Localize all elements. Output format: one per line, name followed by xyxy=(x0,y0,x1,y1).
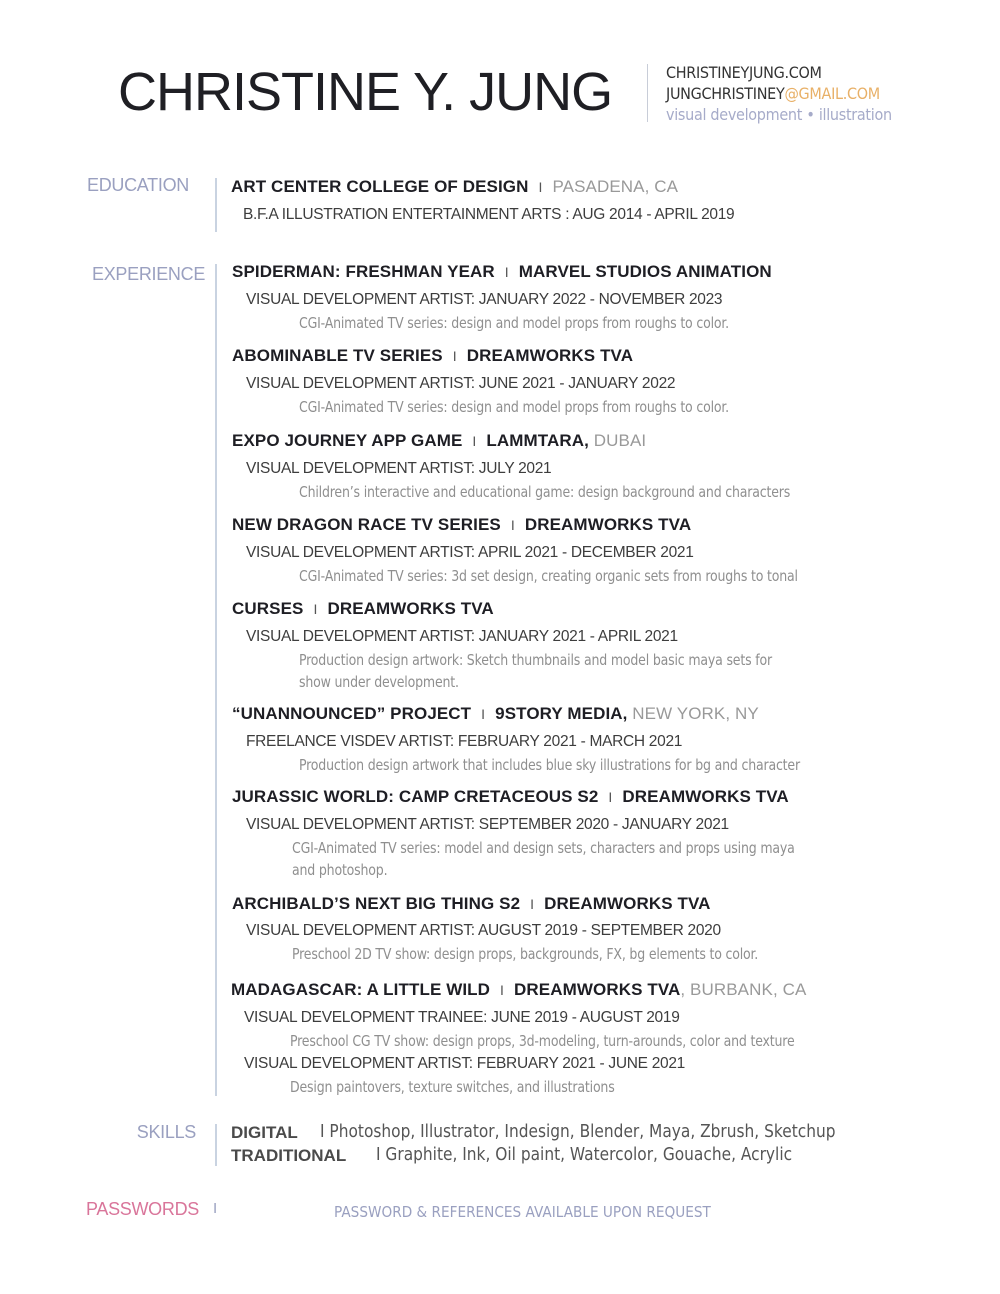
experience-description-cont: show under development. xyxy=(299,673,459,691)
experience-description: Preschool 2D TV show: design props, backgrounds, FX, bg elements to color. xyxy=(292,945,759,963)
email-link[interactable] xyxy=(666,83,880,105)
experience-heading xyxy=(232,787,789,807)
experience-description: Production design artwork: Sketch thumbnails and model basic maya sets for xyxy=(299,651,772,669)
project-title: ARCHIBALD’S NEXT BIG THING S2 xyxy=(232,894,521,913)
education-degree: B.F.A ILLUSTRATION ENTERTAINMENT ARTS : AUG 2014 - APRIL 2019 xyxy=(243,206,735,223)
project-title: SPIDERMAN: FRESHMAN YEAR xyxy=(232,262,495,281)
experience-heading xyxy=(232,431,646,451)
company-location: NEW YORK, NY xyxy=(632,704,759,723)
experience-heading xyxy=(232,346,633,366)
company-name: DREAMWORKS TVA xyxy=(524,515,692,534)
section-label-experience: EXPERIENCE xyxy=(92,264,206,284)
school-name: ART CENTER COLLEGE OF DESIGN xyxy=(231,177,529,196)
experience-description: CGI-Animated TV series: model and design sets, characters and props using maya xyxy=(292,839,795,857)
experience-role: VISUAL DEVELOPMENT ARTIST: JUNE 2021 - JANUARY 2022 xyxy=(246,375,676,392)
company-name: DREAMWORKS TVA xyxy=(514,980,681,999)
experience-role: VISUAL DEVELOPMENT TRAINEE: JUNE 2019 - AUGUST 2019 xyxy=(244,1009,680,1026)
experience-role: VISUAL DEVELOPMENT ARTIST: APRIL 2021 - DECEMBER 2021 xyxy=(246,544,694,561)
section-label-education: EDUCATION xyxy=(87,175,189,195)
project-title: CURSES xyxy=(232,599,304,618)
company-name: DREAMWORKS TVA xyxy=(544,894,711,913)
company-name: MARVEL STUDIOS ANIMATION xyxy=(518,262,772,281)
experience-description: Production design artwork that includes blue sky illustrations for bg and character xyxy=(299,756,800,774)
project-title: “UNANNOUNCED” PROJECT xyxy=(232,704,472,723)
experience-heading xyxy=(232,894,711,914)
passwords-separator: I xyxy=(213,1200,218,1217)
email-domain: @GMAIL.COM xyxy=(784,84,880,103)
header-divider xyxy=(647,64,648,122)
experience-heading xyxy=(232,599,494,619)
separator: I xyxy=(608,789,613,805)
school-location: PASADENA, CA xyxy=(552,177,679,196)
section-label-skills: SKILLS xyxy=(136,1122,196,1142)
experience-role: VISUAL DEVELOPMENT ARTIST: JANUARY 2022 - NOVEMBER 2023 xyxy=(246,291,723,308)
experience-description-cont: and photoshop. xyxy=(292,861,388,879)
experience-role: VISUAL DEVELOPMENT ARTIST: JULY 2021 xyxy=(246,460,552,477)
education-divider xyxy=(215,178,217,232)
skills-digital-row xyxy=(231,1123,298,1143)
experience-description-2: Design paintovers, texture switches, and illustrations xyxy=(290,1078,615,1096)
separator: I xyxy=(472,433,477,449)
education-school-line xyxy=(231,177,678,197)
website-link[interactable]: CHRISTINEYJUNG.COM xyxy=(666,63,822,82)
company-location: , BURBANK, CA xyxy=(680,980,807,999)
experience-role: VISUAL DEVELOPMENT ARTIST: JANUARY 2021 - APRIL 2021 xyxy=(246,628,678,645)
company-location: DUBAI xyxy=(593,431,647,450)
company-name: LAMMTARA, xyxy=(486,431,589,450)
separator: I xyxy=(530,896,535,912)
company-name: 9STORY MEDIA, xyxy=(495,704,628,723)
experience-role-2: VISUAL DEVELOPMENT ARTIST: FEBRUARY 2021 - JUNE 2021 xyxy=(244,1055,685,1072)
skills-digital-list: I Photoshop, Illustrator, Indesign, Blender, Maya, Zbrush, Sketchup xyxy=(320,1122,836,1142)
experience-description: Children’s interactive and educational game: design background and characters xyxy=(299,483,791,501)
experience-role: VISUAL DEVELOPMENT ARTIST: AUGUST 2019 - SEPTEMBER 2020 xyxy=(246,922,721,939)
skills-traditional-row xyxy=(231,1146,346,1166)
company-name: DREAMWORKS TVA xyxy=(327,599,494,618)
project-title: EXPO JOURNEY APP GAME xyxy=(232,431,463,450)
experience-role: VISUAL DEVELOPMENT ARTIST: SEPTEMBER 2020 - JANUARY 2021 xyxy=(246,816,729,833)
separator: I xyxy=(452,348,457,364)
tagline: visual development • illustration xyxy=(666,105,892,124)
email-user: JUNGCHRISTINEY xyxy=(666,84,785,103)
separator: I xyxy=(481,706,486,722)
experience-description: CGI-Animated TV series: design and model props from roughs to color. xyxy=(299,398,729,416)
experience-description: Preschool CG TV show: design props, 3d-modeling, turn-arounds, color and texture xyxy=(290,1032,795,1050)
separator: I xyxy=(510,517,515,533)
project-title: ABOMINABLE TV SERIES xyxy=(232,346,443,365)
experience-heading xyxy=(232,704,759,724)
project-title: NEW DRAGON RACE TV SERIES xyxy=(232,515,501,534)
passwords-note: PASSWORD & REFERENCES AVAILABLE UPON REQUEST xyxy=(334,1203,711,1221)
experience-divider xyxy=(215,264,217,1096)
experience-description: CGI-Animated TV series: design and model props from roughs to color. xyxy=(299,314,729,332)
candidate-name: CHRISTINE Y. JUNG xyxy=(118,62,613,122)
separator: I xyxy=(504,264,509,280)
experience-role: FREELANCE VISDEV ARTIST: FEBRUARY 2021 - MARCH 2021 xyxy=(246,733,683,750)
company-name: DREAMWORKS TVA xyxy=(622,787,789,806)
skill-category-digital: DIGITAL xyxy=(231,1123,298,1142)
section-label-passwords: PASSWORDS xyxy=(86,1199,199,1219)
company-name: DREAMWORKS TVA xyxy=(466,346,634,365)
experience-heading xyxy=(232,515,691,535)
skills-traditional-list: I Graphite, Ink, Oil paint, Watercolor, Gouache, Acrylic xyxy=(376,1145,793,1165)
separator: I xyxy=(538,179,543,195)
skills-divider xyxy=(215,1124,217,1166)
project-title: JURASSIC WORLD: CAMP CRETACEOUS S2 xyxy=(232,787,599,806)
experience-heading xyxy=(231,980,806,1000)
skill-category-traditional: TRADITIONAL xyxy=(231,1146,347,1165)
experience-description: CGI-Animated TV series: 3d set design, creating organic sets from roughs to tonal xyxy=(299,567,798,585)
separator: I xyxy=(313,601,318,617)
project-title: MADAGASCAR: A LITTLE WILD xyxy=(231,980,491,999)
separator: I xyxy=(500,982,505,998)
experience-heading xyxy=(232,262,772,282)
